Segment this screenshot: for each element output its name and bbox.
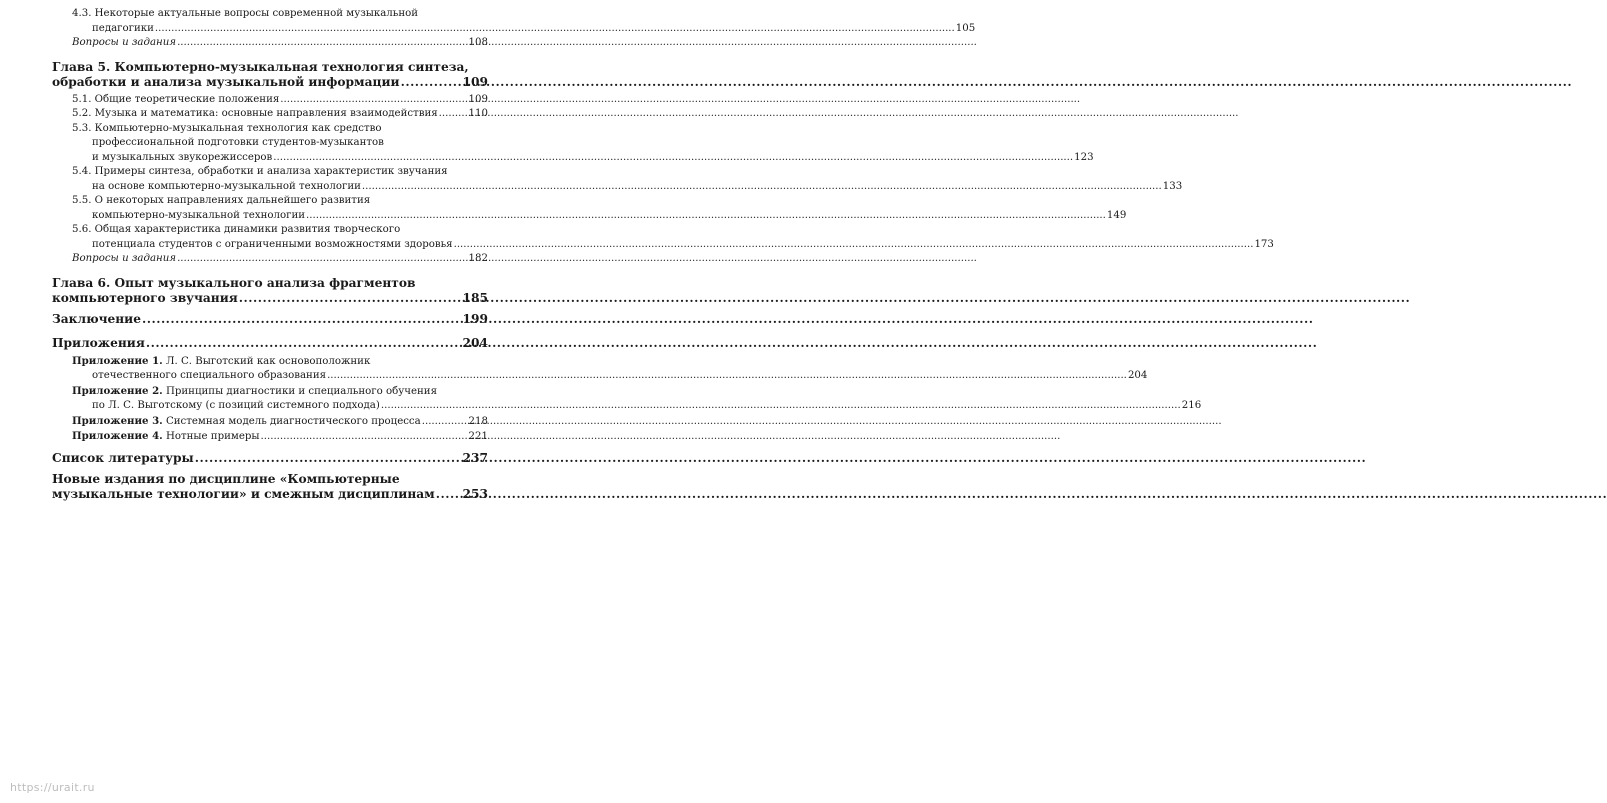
leader-dots (439, 107, 468, 122)
toc-entry-title-cont: и музыкальных звукорежиссеров (92, 151, 273, 163)
toc-entry-title: Системная модель диагностического процесса (162, 415, 421, 427)
page-number: 199 (462, 311, 488, 326)
toc-entry-title: Принципы диагностики и специального обучения (162, 385, 438, 397)
appendix-label: Приложение 3. (72, 414, 163, 427)
leader-dots (146, 336, 462, 351)
page-number: 109 (462, 74, 488, 89)
leader-dots (195, 451, 462, 466)
toc-entry-4-3[interactable] (52, 7, 976, 36)
toc-entry-questions-4[interactable] (52, 36, 488, 51)
page-number: 237 (462, 450, 488, 465)
leader-dots (142, 312, 462, 327)
chapter-title-cont: обработки и анализа музыкальной информации (52, 74, 400, 89)
toc-appendix-4[interactable] (52, 429, 488, 445)
toc-chapter-6[interactable] (52, 276, 488, 306)
chapter-title: Новые издания по дисциплине «Компьютерные (52, 471, 400, 486)
leader-dots (422, 415, 468, 430)
toc-entry-questions-5[interactable] (52, 252, 488, 267)
toc-entry-title: 5.4. Примеры синтеза, обработки и анализа характеристик звучания (72, 166, 448, 177)
appendix-label: Приложение 1. (72, 354, 163, 367)
toc-new-editions[interactable] (52, 472, 488, 502)
leader-dots (362, 181, 1162, 192)
watermark-url: https://urait.ru (10, 781, 95, 794)
toc-entry-title: Вопросы и задания (72, 253, 177, 264)
page-number: 216 (1181, 400, 1202, 411)
page-number: 173 (1254, 238, 1274, 250)
toc-entry-title: 5.6. Общая характеристика динамики развития творческого (72, 224, 401, 235)
table-of-contents (52, 0, 1274, 502)
toc-entry-title: 5.2. Музыка и математика: основные направления взаимодействия (72, 108, 438, 119)
toc-appendix-2[interactable] (52, 384, 1202, 414)
page-number: 133 (1162, 180, 1183, 192)
leader-dots (306, 210, 1106, 221)
page-number: 105 (955, 22, 976, 34)
toc-entry-title-cont: профессиональной подготовки студентов-музыкантов (92, 137, 384, 148)
page-number: 109 (468, 93, 488, 105)
toc-entry-5-5[interactable] (52, 194, 1127, 223)
page-number: 221 (468, 431, 488, 442)
page-number: 185 (462, 290, 488, 305)
page-number: 108 (468, 37, 488, 48)
leader-dots (436, 487, 462, 502)
page-number: 182 (468, 253, 488, 264)
toc-entry-title: Вопросы и задания (72, 37, 177, 48)
toc-bibliography[interactable] (52, 451, 488, 466)
leader-dots (401, 75, 462, 90)
toc-entry-5-6[interactable] (52, 223, 1274, 252)
leader-dots (273, 152, 1073, 163)
toc-entry-5-3[interactable] (52, 122, 1094, 166)
toc-entry-title: 5.1. Общие теоретические положения (72, 93, 280, 105)
chapter-title-cont: музыкальные технологии» и смежным дисциплинам (52, 486, 435, 501)
appendix-label: Приложение 2. (72, 384, 163, 397)
chapter-title: Список литературы (52, 450, 194, 465)
leader-dots (280, 93, 467, 108)
page-number: 204 (1127, 370, 1148, 381)
toc-entry-title: 5.3. Компьютерно-музыкальная технология как средство (72, 122, 382, 134)
page-number: 123 (1074, 151, 1094, 163)
page-number: 110 (468, 108, 488, 119)
page-number: 218 (468, 415, 488, 427)
toc-appendix-1[interactable] (52, 354, 1148, 384)
chapter-title: Глава 6. Опыт музыкального анализа фрагментов (52, 275, 416, 290)
leader-dots (177, 36, 467, 51)
toc-chapter-5[interactable] (52, 60, 488, 90)
leader-dots (155, 23, 955, 34)
chapter-title: Глава 5. Компьютерно-музыкальная технология синтеза, (52, 59, 469, 74)
toc-conclusion[interactable] (52, 312, 488, 327)
toc-entry-title: Л. С. Выготский как основоположник (162, 355, 371, 367)
leader-dots (239, 291, 462, 306)
toc-entry-title: 4.3. Некоторые актуальные вопросы современной музыкальной (72, 8, 419, 19)
leader-dots (177, 252, 467, 267)
leader-dots (454, 239, 1254, 250)
toc-entry-title: 5.5. О некоторых направлениях дальнейшего развития (72, 195, 371, 206)
leader-dots (381, 400, 1181, 411)
chapter-title: Приложения (52, 335, 145, 350)
toc-entry-5-4[interactable] (52, 165, 1183, 194)
toc-entry-title-cont: на основе компьютерно-музыкальной технологии (92, 180, 361, 192)
leader-dots (260, 430, 467, 445)
chapter-title-cont: компьютерного звучания (52, 290, 238, 305)
toc-entry-title-cont: педагогики (92, 22, 154, 34)
toc-entry-title-cont: по Л. С. Выготскому (с позиций системного подхода) (92, 400, 380, 411)
leader-dots (327, 370, 1127, 381)
toc-appendix-3[interactable] (52, 414, 488, 430)
toc-entry-title-cont: отечественного специального образования (92, 370, 327, 381)
chapter-title: Заключение (52, 311, 141, 326)
page-number: 253 (462, 486, 488, 501)
toc-entry-title-cont: потенциала студентов с ограниченными возможностями здоровья (92, 238, 453, 250)
toc-entry-5-1[interactable] (52, 93, 488, 108)
toc-entry-5-2[interactable] (52, 107, 488, 122)
toc-entry-title-cont: компьютерно-музыкальной технологии (92, 209, 306, 221)
page-number: 204 (462, 335, 488, 350)
toc-appendices[interactable] (52, 336, 488, 351)
toc-entry-title: Нотные примеры (162, 431, 260, 442)
appendix-label: Приложение 4. (72, 430, 163, 442)
page-number: 149 (1106, 209, 1127, 221)
